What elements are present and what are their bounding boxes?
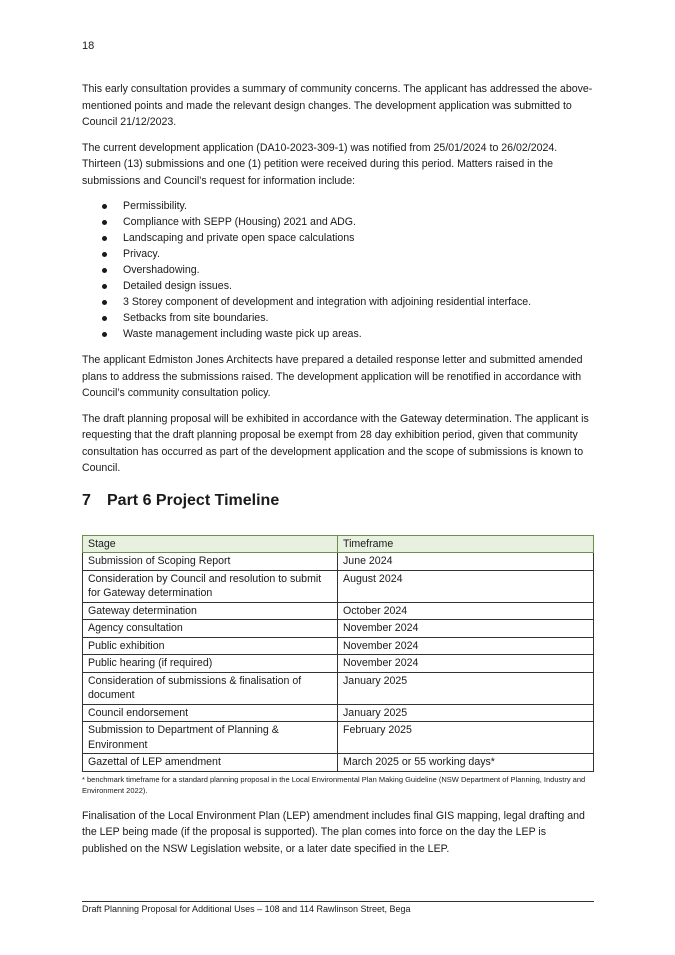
section-number: 7 [82, 491, 91, 509]
table-row [83, 672, 594, 704]
timeframe-cell: January 2025 [338, 704, 594, 722]
stage-cell: Public exhibition [83, 637, 338, 655]
table-row [83, 655, 594, 673]
section-title: Part 6 Project Timeline [107, 491, 280, 509]
list-item: Landscaping and private open space calculations [82, 230, 594, 246]
list-item: Detailed design issues. [82, 278, 594, 294]
paragraph-applicant-response: The applicant Edmiston Jones Architects have prepared a detailed response letter and submitted amended plans to address the submissions raised. The development application will be renotified in accordance with Council’s community consultation policy. [82, 354, 583, 399]
list-item: 3 Storey component of development and integration with adjoining residential interface. [82, 294, 594, 310]
list-item: Waste management including waste pick up areas. [82, 326, 594, 342]
matters-raised-list [82, 198, 594, 342]
table-header-row [83, 535, 594, 553]
table-footnote: * benchmark timeframe for a standard planning proposal in the Local Environmental Plan Making Guideline (NSW Department of Planning, Industry and Environment 2022). [82, 774, 586, 795]
table-row [83, 602, 594, 620]
page-number: 18 [82, 40, 95, 52]
header-stage: Stage [83, 535, 338, 553]
timeframe-cell: March 2025 or 55 working days* [338, 754, 594, 772]
timeframe-cell: November 2024 [338, 655, 594, 673]
table-row [83, 704, 594, 722]
list-item: Permissibility. [82, 198, 594, 214]
timeframe-cell: June 2024 [338, 553, 594, 571]
timeframe-cell: August 2024 [338, 570, 594, 602]
paragraph-current-da: The current development application (DA10-2023-309-1) was notified from 25/01/2024 to 26/02/2024. Thirteen (13) submissions and one (1) petition were received during this period. Matters raised in the submissions and Council’s request for information include: [82, 141, 558, 187]
footer-divider [82, 901, 594, 902]
stage-cell: Council endorsement [83, 704, 338, 722]
table-row [83, 754, 594, 772]
stage-cell: Agency consultation [83, 620, 338, 638]
stage-cell: Public hearing (if required) [83, 655, 338, 673]
table-row [83, 553, 594, 571]
stage-cell: Gateway determination [83, 602, 338, 620]
paragraph-finalisation: Finalisation of the Local Environment Plan (LEP) amendment includes final GIS mapping, legal drafting and the LEP being made (if the proposal is supported). The plan comes into force on the day the LEP is published on the NSW Legislation website, or a later date specified in the LEP. [82, 809, 585, 855]
list-item: Setbacks from site boundaries. [82, 310, 594, 326]
section-heading [82, 491, 594, 511]
stage-cell: Submission to Department of Planning & Environment [83, 722, 338, 754]
timeframe-cell: January 2025 [338, 672, 594, 704]
table-row [83, 637, 594, 655]
table-row [83, 722, 594, 754]
stage-cell: Gazettal of LEP amendment [83, 754, 338, 772]
table-row [83, 620, 594, 638]
timeframe-cell: October 2024 [338, 602, 594, 620]
header-timeframe: Timeframe [338, 535, 594, 553]
list-item: Overshadowing. [82, 262, 594, 278]
page-body [82, 81, 594, 866]
stage-cell: Consideration of submissions & finalisation of document [83, 672, 338, 704]
timeframe-cell: November 2024 [338, 637, 594, 655]
project-timeline-table [82, 535, 594, 772]
stage-cell: Consideration by Council and resolution to submit for Gateway determination [83, 570, 338, 602]
table-row [83, 570, 594, 602]
list-item: Compliance with SEPP (Housing) 2021 and ADG. [82, 214, 594, 230]
timeframe-cell: November 2024 [338, 620, 594, 638]
stage-cell: Submission of Scoping Report [83, 553, 338, 571]
list-item: Privacy. [82, 246, 594, 262]
page-footer: Draft Planning Proposal for Additional Uses – 108 and 114 Rawlinson Street, Bega [82, 904, 411, 914]
paragraph-early-consultation: This early consultation provides a summary of community concerns. The applicant has addressed the above-mentioned points and made the relevant design changes. The development application was submitted to Council 21/12/2023. [82, 83, 593, 128]
paragraph-exhibition: The draft planning proposal will be exhibited in accordance with the Gateway determination. The applicant is requesting that the draft planning proposal be exempt from 28 day exhibition period, given that community consultation has occurred as part of the development application and the scope of submissions is known to Council. [82, 412, 589, 474]
timeframe-cell: February 2025 [338, 722, 594, 754]
